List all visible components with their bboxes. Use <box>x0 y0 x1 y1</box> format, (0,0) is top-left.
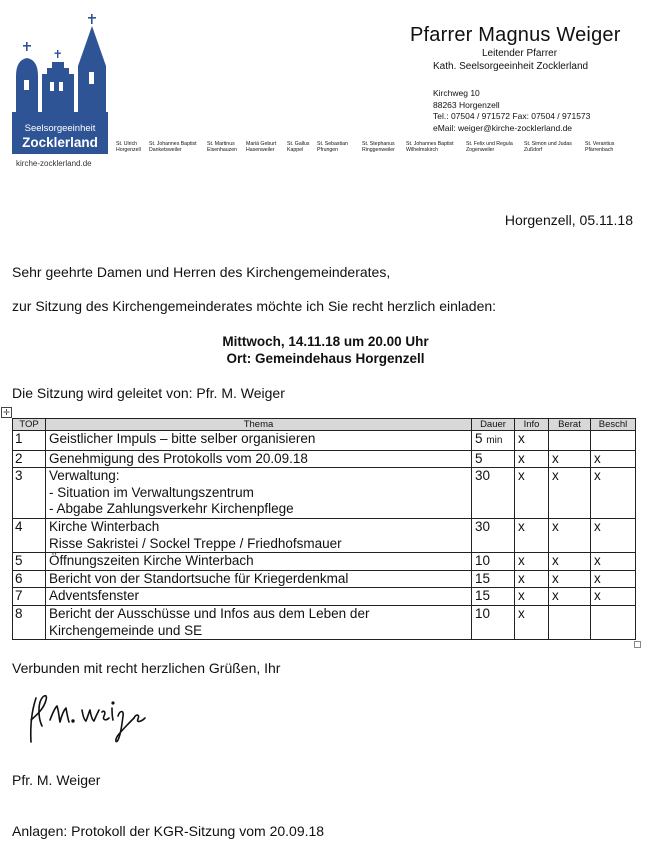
meeting-date: Mittwoch, 14.11.18 um 20.00 Uhr <box>222 334 429 349</box>
cell-info[interactable]: x <box>515 605 549 639</box>
parish-item: St. Gallus Kappel <box>287 141 310 154</box>
cell-dauer[interactable]: 30 <box>472 518 515 552</box>
parish-item: Mariä Geburt Hasenweiler <box>246 141 277 154</box>
cell-top[interactable]: 1 <box>13 431 46 451</box>
cell-berat[interactable] <box>549 605 591 639</box>
cell-info[interactable]: x <box>515 450 549 468</box>
parish-item: St. Ulrich Horgenzell <box>116 141 141 154</box>
parish-item: St. Simon und Judas Zußdorf <box>524 141 572 154</box>
cell-beschl[interactable]: x <box>591 588 636 606</box>
cell-beschl[interactable] <box>591 431 636 451</box>
cell-beschl[interactable]: x <box>591 450 636 468</box>
intro-text: zur Sitzung des Kirchengemeinderates möchte ich Sie recht herzlich einladen: <box>12 298 497 314</box>
parish-item: St. Johannes Baptist Wilhelmskirch <box>406 141 454 154</box>
table-row <box>13 468 636 519</box>
handwritten-signature <box>26 690 150 746</box>
meeting-place: Ort: Gemeindehaus Horgenzell <box>226 351 425 366</box>
cell-thema[interactable]: Genehmigung des Protokolls vom 20.09.18 <box>46 450 472 468</box>
cell-info[interactable]: x <box>515 553 549 571</box>
table-move-handle-icon[interactable]: ✛ <box>1 407 12 418</box>
address-block <box>433 88 590 134</box>
header-beschl: Beschl <box>591 419 636 431</box>
chair-text: Die Sitzung wird geleitet von: Pfr. M. Weiger <box>12 385 285 401</box>
cell-dauer[interactable]: 30 <box>472 468 515 519</box>
signature-name: Pfr. M. Weiger <box>12 772 101 788</box>
letter-date: Horgenzell, 05.11.18 <box>504 212 633 228</box>
table-resize-handle[interactable] <box>634 641 641 648</box>
cell-berat[interactable]: x <box>549 468 591 519</box>
cell-berat[interactable]: x <box>549 588 591 606</box>
pastor-name: Pfarrer Magnus Weiger <box>410 24 621 46</box>
header-top: TOP <box>13 419 46 431</box>
logo-line1: Seelsorgeeinheit <box>24 123 96 134</box>
parish-list <box>116 141 636 159</box>
header-berat: Berat <box>549 419 591 431</box>
parish-item: St. Martinus Eisenhauzen <box>207 141 237 154</box>
cell-top[interactable]: 4 <box>13 518 46 552</box>
address-phone: Tel.: 07504 / 971572 Fax: 07504 / 971573 <box>433 111 591 122</box>
cell-top[interactable]: 3 <box>13 468 46 519</box>
cell-info[interactable]: x <box>515 431 549 451</box>
salutation: Sehr geehrte Damen und Herren des Kirchengemeinderates, <box>12 264 391 280</box>
cell-dauer[interactable]: 10 <box>472 605 515 639</box>
parish-item: St. Sebastian Pfrungen <box>317 141 348 154</box>
cell-dauer[interactable]: 10 <box>472 553 515 571</box>
cell-berat[interactable]: x <box>549 450 591 468</box>
cell-info[interactable]: x <box>515 468 549 519</box>
cell-dauer[interactable]: 5 min <box>472 431 515 451</box>
cell-thema[interactable]: Geistlicher Impuls – bitte selber organisieren <box>46 431 472 451</box>
cell-thema[interactable]: Verwaltung: - Situation im Verwaltungszentrum - Abgabe Zahlungsverkehr Kirchenpflege <box>46 468 472 519</box>
address-street: Kirchweg 10 <box>433 88 480 98</box>
cell-dauer[interactable]: 5 <box>472 450 515 468</box>
cell-info[interactable]: x <box>515 518 549 552</box>
cell-dauer[interactable]: 15 <box>472 570 515 588</box>
parish-item: St. Stephanus Ringgenweiler <box>362 141 395 154</box>
address-email: eMail: weiger@kirche-zocklerland.de <box>433 122 573 133</box>
address-city: 88263 Horgenzell <box>433 99 500 110</box>
cell-beschl[interactable]: x <box>591 553 636 571</box>
table-row <box>13 605 636 639</box>
cell-beschl[interactable]: x <box>591 468 636 519</box>
cell-thema[interactable]: Kirche Winterbach Risse Sakristei / Sockel Treppe / Friedhofsmauer <box>46 518 472 552</box>
cell-top[interactable]: 5 <box>13 553 46 571</box>
header-dauer: Dauer <box>472 419 515 431</box>
cell-beschl[interactable]: x <box>591 570 636 588</box>
cell-top[interactable]: 6 <box>13 570 46 588</box>
cell-thema[interactable]: Bericht der Ausschüsse und Infos aus dem Leben der Kirchengemeinde und SE <box>46 605 472 639</box>
cell-beschl[interactable] <box>591 605 636 639</box>
cell-top[interactable]: 2 <box>13 450 46 468</box>
table-row <box>13 518 636 552</box>
closing-text: Verbunden mit recht herzlichen Grüßen, Ihr <box>12 660 281 676</box>
table-row <box>13 588 636 606</box>
logo-url: kirche-zocklerland.de <box>16 159 92 168</box>
parish-item: St. Johannes Baptist Danketsweiler <box>149 141 197 154</box>
header-info: Info <box>515 419 549 431</box>
cell-berat[interactable]: x <box>549 570 591 588</box>
cell-berat[interactable]: x <box>549 518 591 552</box>
cell-dauer[interactable]: 15 <box>472 588 515 606</box>
cell-top[interactable]: 8 <box>13 605 46 639</box>
pastor-unit: Kath. Seelsorgeeinheit Zocklerland <box>433 61 589 72</box>
cell-info[interactable]: x <box>515 570 549 588</box>
cell-thema[interactable]: Adventsfenster <box>46 588 472 606</box>
parish-item: St. Felix und Regula Zogenweiler <box>466 141 513 154</box>
logo-line2: Zocklerland <box>22 135 98 150</box>
table-header-row <box>13 419 636 431</box>
parish-logo <box>12 14 108 154</box>
table-row <box>13 553 636 571</box>
cell-berat[interactable]: x <box>549 553 591 571</box>
pastor-role: Leitender Pfarrer <box>482 48 558 59</box>
cell-thema[interactable]: Öffnungszeiten Kirche Winterbach <box>46 553 472 571</box>
table-row <box>13 450 636 468</box>
cell-berat[interactable] <box>549 431 591 451</box>
cell-beschl[interactable]: x <box>591 518 636 552</box>
cell-top[interactable]: 7 <box>13 588 46 606</box>
attachments-text: Anlagen: Protokoll der KGR-Sitzung vom 20.09.18 <box>12 823 325 839</box>
cell-thema[interactable]: Bericht von der Standortsuche für Kriegerdenkmal <box>46 570 472 588</box>
cell-info[interactable]: x <box>515 588 549 606</box>
parish-item: St. Verantius Pfärrenbach <box>585 141 615 154</box>
table-row <box>13 570 636 588</box>
header-thema: Thema <box>46 419 472 431</box>
table-row <box>13 431 636 451</box>
agenda-table <box>12 418 636 640</box>
